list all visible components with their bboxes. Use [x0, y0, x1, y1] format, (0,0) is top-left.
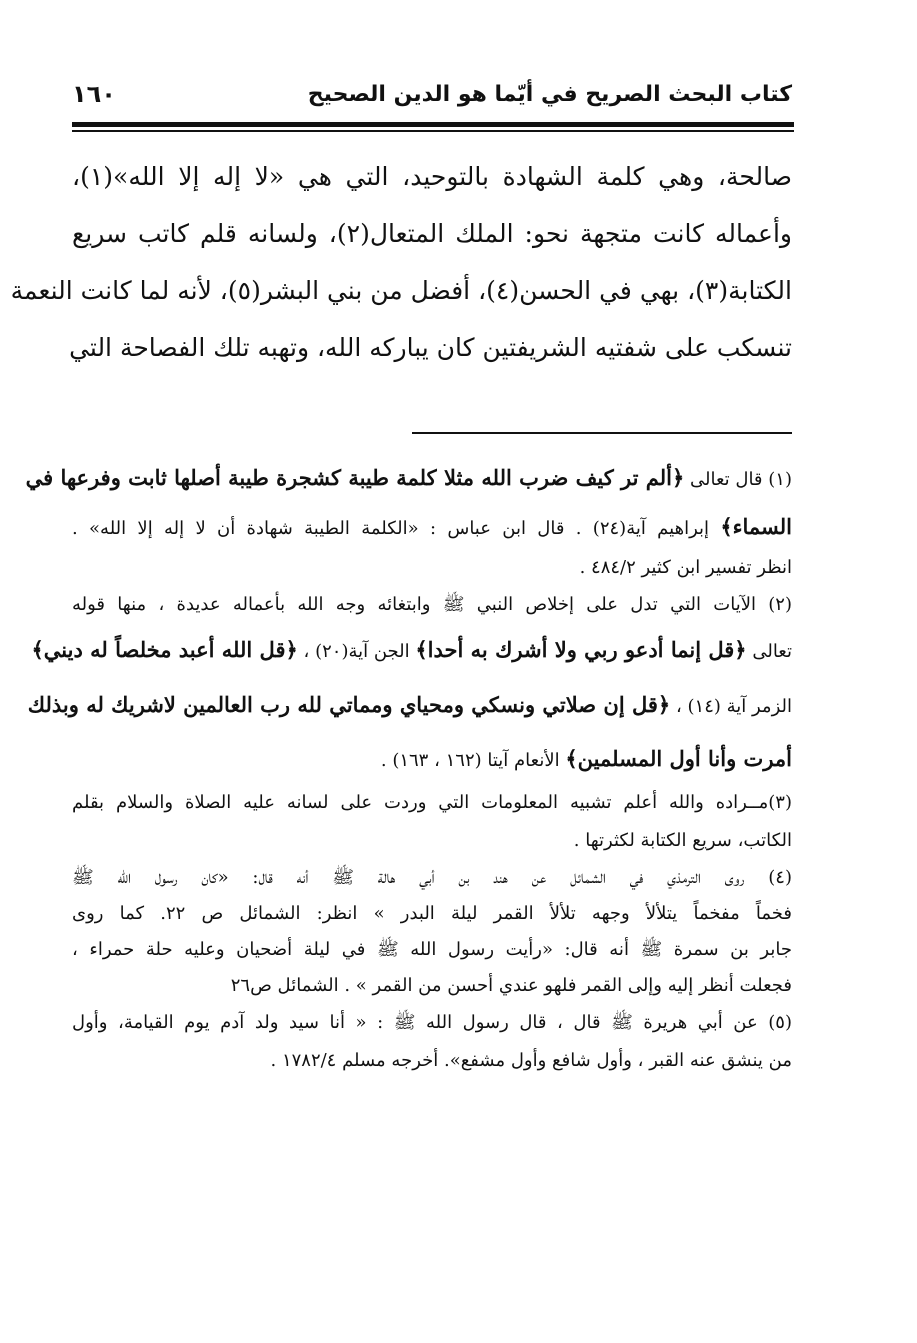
footnote-5-line: من ينشق عنه القبر ، وأول شافع وأول مشفع». أخرجه مسلم ١٧٨٢/٤ .	[270, 1050, 792, 1071]
footnote-text: إبراهيم آية(٢٤) . قال ابن عباس : «الكلمة الطيبة شهادة أن لا إله إلا الله» .	[72, 518, 721, 539]
running-header	[72, 78, 792, 118]
main-text-line: وأعماله كانت متجهة نحو: الملك المتعال(٢)، ولسانه قلم كاتب سريع	[72, 219, 792, 248]
footnote-text: الأنعام آيتا (١٦٢ ، ١٦٣) .	[380, 750, 566, 771]
main-text-line: الكتابة(٣)، بهي في الحسن(٤)، أفضل من بني البشر(٥)، لأنه لما كانت النعمة	[10, 276, 792, 305]
footnote-text: (١) قال تعالى	[684, 469, 792, 490]
footnote-3-line: (٣)مــراده والله أعلم تشبيه المعلومات التي وردت على لسانه عليه الصلاة والسلام بقلم	[72, 792, 792, 813]
footnote-3-line: الكاتب، سريع الكتابة لكثرتها .	[573, 830, 792, 851]
footnote-4-line: جابر بن سمرة ﷺ أنه قال: «رأيت رسول الله ﷺ في ليلة أضحيان وعليه حلة حمراء ،	[72, 939, 792, 960]
footnote-5-line: (٥) عن أبي هريرة ﷺ قال ، قال رسول الله ﷺ : « أنا سيد ولد آدم يوم القيامة، وأول	[72, 1012, 792, 1033]
footnote-2-line: (٢) الآيات التي تدل على إخلاص النبي ﷺ وابتغائه وجه الله بأعماله عديدة ، منها قوله	[72, 594, 792, 615]
book-title: كتاب البحث الصريح في أيّما هو الدين الصحيح	[307, 82, 792, 107]
quran-verse: السماء﴾	[720, 514, 792, 539]
footnote-4-line: (٤) روى الترمذي في الشمائل عن هند بن أبي هالة ﷺ أنه قال: «كان رسول الله ﷺ	[72, 867, 792, 888]
main-text-line: صالحة، وهي كلمة الشهادة بالتوحيد، التي هي «لا إله إلا الله»(١)،	[72, 162, 792, 191]
footnotes	[25, 452, 792, 1080]
footnote-text: الجن آية(٢٠) ،	[297, 641, 416, 662]
quran-verse: أمرت وأنا أول المسلمين﴾	[565, 746, 792, 771]
quran-verse: ﴿قل إنما أدعو ربي ولا أشرك به أحدا﴾	[415, 637, 747, 662]
quran-verse: ﴿قل الله أعبد مخلصاً له ديني﴾	[31, 637, 298, 662]
header-rule-thin	[72, 130, 794, 132]
footnote-4-line: فجعلت أنظر إليه وإلى القمر فلهو عندي أحسن من القمر » . الشمائل ص٢٦	[230, 975, 792, 996]
footnote-text: الزمر آية (١٤) ،	[670, 696, 792, 717]
footnote-1-line	[72, 504, 792, 550]
footnote-2-line	[27, 676, 792, 734]
quran-verse: ﴿قل إن صلاتي ونسكي ومحياي ومماتي لله رب العالمين لاشريك له وبذلك	[27, 692, 671, 717]
footnote-1-line: انظر تفسير ابن كثير ٤٨٤/٢ .	[579, 557, 792, 578]
footnote-2-line	[31, 624, 792, 676]
main-text	[10, 148, 792, 376]
quran-verse: ﴿ألم تر كيف ضرب الله مثلا كلمة طيبة كشجرة طيبة أصلها ثابت وفرعها في	[25, 465, 685, 490]
header-rule-thick	[72, 122, 794, 127]
footnote-2-line	[72, 734, 792, 784]
main-text-line: تنسكب على شفتيه الشريفتين كان يباركه الله، وتهبه تلك الفصاحة التي	[69, 333, 792, 362]
page-number: ١٦٠	[72, 80, 116, 108]
footnote-1-line	[25, 452, 792, 504]
footnote-text: تعالى	[746, 641, 792, 662]
footnote-4-line: فخماً مفخماً يتلألأ وجهه تلألأ القمر ليلة البدر » انظر: الشمائل ص ٢٢. كما روى	[72, 903, 792, 924]
footnote-separator	[412, 432, 792, 434]
